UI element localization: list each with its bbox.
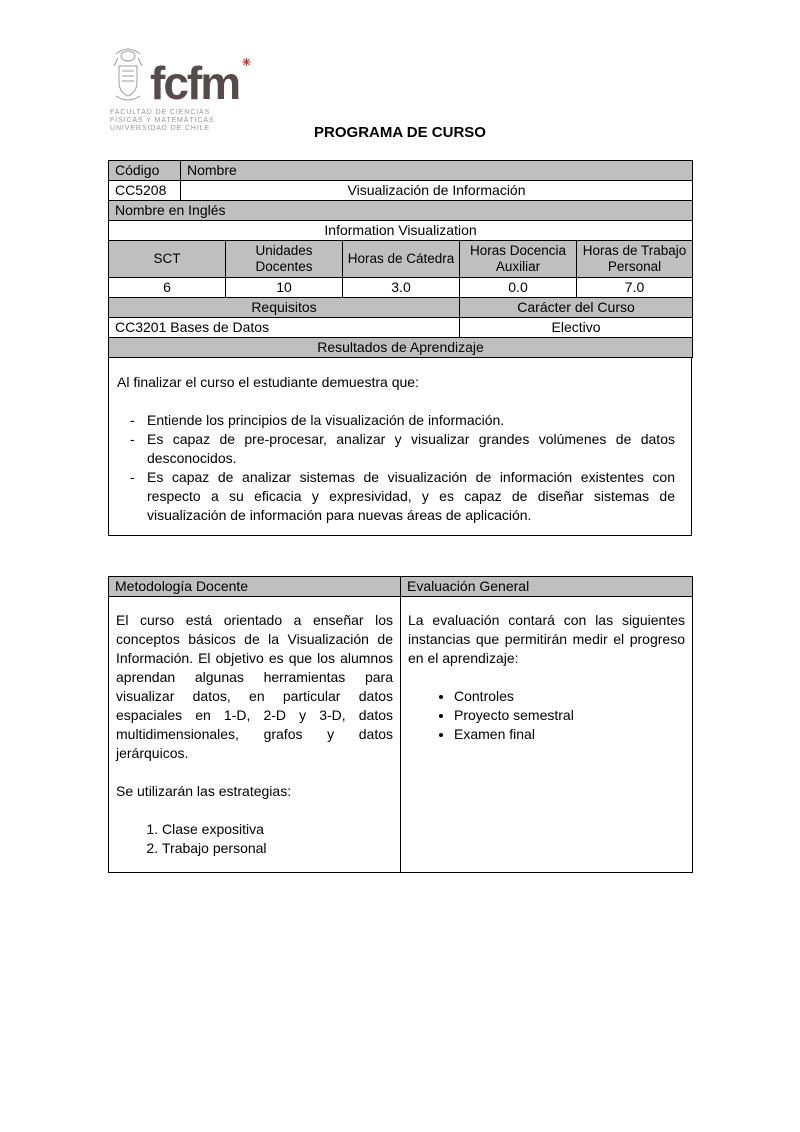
list-item: • Controles bbox=[454, 687, 685, 706]
nombre-ingles-header-cell: Nombre en Inglés bbox=[109, 201, 693, 221]
fcfm-logo bbox=[110, 44, 251, 133]
nombre-value-cell: Visualización de Información bbox=[181, 181, 693, 201]
horas-docencia-auxiliar-value-cell: 0.0 bbox=[460, 278, 577, 298]
fcfm-logotype bbox=[150, 56, 252, 109]
requisitos-header-cell: Requisitos bbox=[109, 298, 460, 318]
codigo-value-cell: CC5208 bbox=[109, 181, 181, 201]
table-row bbox=[109, 241, 693, 278]
fcfm-logotype-text: fcfm bbox=[150, 56, 240, 109]
table-row bbox=[109, 338, 693, 358]
horas-catedra-value-cell: 3.0 bbox=[343, 278, 460, 298]
nombre-ingles-value-cell: Information Visualization bbox=[109, 221, 693, 241]
list-item: • Proyecto semestral bbox=[454, 706, 685, 725]
metodologia-strategies-intro: Se utilizarán las estrategias: bbox=[116, 783, 292, 799]
horas-catedra-header-cell: Horas de Cátedra bbox=[343, 241, 460, 278]
table-row bbox=[109, 577, 693, 597]
uchile-crest-icon bbox=[110, 44, 146, 104]
evaluacion-paragraph: La evaluación contará con las siguientes instancias que permitirán medir el progreso en el aprendizaje: bbox=[408, 612, 685, 666]
unidades-docentes-value-cell: 10 bbox=[226, 278, 343, 298]
horas-trabajo-personal-header-cell: Horas de Trabajo Personal bbox=[577, 241, 693, 278]
metodologia-paragraph: El curso está orientado a enseñar los conceptos básicos de la Visualización de Información. El objetivo es que los alumnos aprendan algunas herramientas para visualizar datos, en particular datos espaciales en 1-D, 2-D y 3-D, datos multidimensionales, grafos y datos jerárquicos. bbox=[116, 612, 393, 761]
resultados-header-cell: Resultados de Aprendizaje bbox=[109, 338, 693, 358]
nombre-header-cell: Nombre bbox=[181, 161, 693, 181]
sct-value-cell: 6 bbox=[109, 278, 226, 298]
logo-top-row bbox=[110, 44, 252, 109]
unidades-docentes-header-cell: Unidades Docentes bbox=[226, 241, 343, 278]
table-row bbox=[109, 161, 693, 181]
document-content bbox=[108, 160, 692, 873]
evaluacion-content-cell bbox=[401, 597, 693, 873]
horas-docencia-auxiliar-header-cell: Horas Docencia Auxiliar bbox=[460, 241, 577, 278]
faculty-line: UNIVERSIDAD DE CHILE bbox=[110, 125, 211, 132]
table-row bbox=[109, 221, 693, 241]
logo-red-accent-icon: ✳ bbox=[241, 56, 252, 69]
metodologia-header-cell: Metodología Docente bbox=[109, 577, 401, 597]
table-row bbox=[109, 278, 693, 298]
outcomes-list bbox=[117, 411, 681, 525]
table-row bbox=[109, 181, 693, 201]
list-item: 2. Trabajo personal bbox=[162, 839, 393, 858]
table-row bbox=[109, 201, 693, 221]
caracter-value-cell: Electivo bbox=[460, 318, 693, 338]
strategies-list bbox=[116, 820, 393, 858]
outcomes-intro: Al finalizar el curso el estudiante demuestra que: bbox=[117, 374, 419, 390]
learning-outcomes-box bbox=[108, 357, 692, 536]
horas-trabajo-personal-value-cell: 7.0 bbox=[577, 278, 693, 298]
caracter-header-cell: Carácter del Curso bbox=[460, 298, 693, 318]
course-info-table bbox=[108, 160, 693, 358]
faculty-line: FÍSICAS Y MATEMÁTICAS bbox=[110, 117, 215, 124]
list-item: - Es capaz de pre-procesar, analizar y visualizar grandes volúmenes de datos desconocidos. bbox=[117, 430, 681, 468]
table-row bbox=[109, 298, 693, 318]
methodology-evaluation-table bbox=[108, 576, 693, 873]
faculty-line: FACULTAD DE CIENCIAS bbox=[110, 109, 211, 116]
evaluacion-list bbox=[408, 687, 685, 744]
evaluacion-header-cell: Evaluación General bbox=[401, 577, 693, 597]
requisitos-value-cell: CC3201 Bases de Datos bbox=[109, 318, 460, 338]
metodologia-content-cell bbox=[109, 597, 401, 873]
list-item: - Entiende los principios de la visualización de información. bbox=[117, 411, 681, 430]
codigo-header-cell: Código bbox=[109, 161, 181, 181]
list-item: 1. Clase expositiva bbox=[162, 820, 393, 839]
list-item: - Es capaz de analizar sistemas de visualización de información existentes con respecto a su eficacia y expresividad, y es capaz de diseñar sistemas de visualización de información para nuevas áreas de aplicación. bbox=[117, 468, 681, 525]
list-item: • Examen final bbox=[454, 725, 685, 744]
page-title: PROGRAMA DE CURSO bbox=[314, 124, 486, 141]
sct-header-cell: SCT bbox=[109, 241, 226, 278]
table-row bbox=[109, 318, 693, 338]
table-row bbox=[109, 597, 693, 873]
